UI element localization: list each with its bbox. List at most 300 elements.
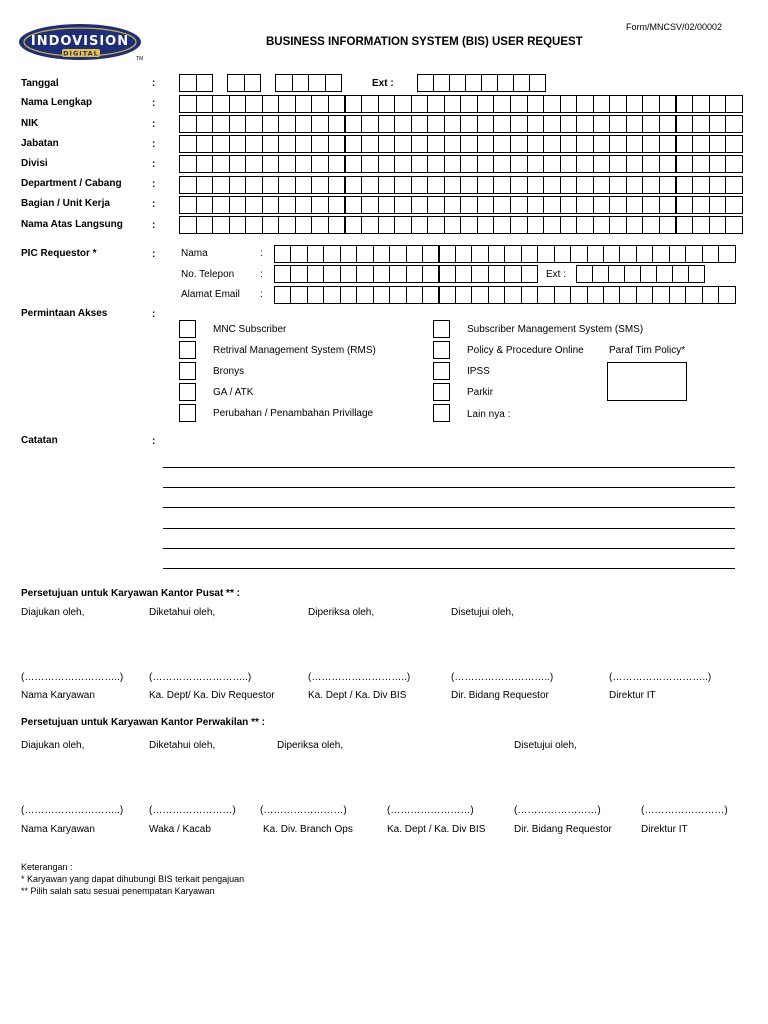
char-box[interactable]: [709, 155, 727, 173]
char-box[interactable]: [361, 95, 379, 113]
char-box[interactable]: [593, 115, 611, 133]
char-box[interactable]: [278, 115, 296, 133]
char-box[interactable]: [636, 286, 653, 304]
char-box[interactable]: [576, 115, 594, 133]
char-box[interactable]: [527, 155, 545, 173]
char-box[interactable]: [307, 265, 324, 283]
char-box[interactable]: [460, 216, 478, 234]
char-box[interactable]: [444, 176, 462, 194]
char-box[interactable]: [427, 95, 445, 113]
char-box[interactable]: [471, 245, 488, 263]
date-char-box[interactable]: [227, 74, 245, 92]
char-box[interactable]: [278, 95, 296, 113]
date-char-box[interactable]: [325, 74, 343, 92]
char-box[interactable]: [477, 135, 495, 153]
char-box[interactable]: [642, 135, 660, 153]
char-box[interactable]: [642, 216, 660, 234]
char-box[interactable]: [626, 196, 644, 214]
char-box[interactable]: [460, 135, 478, 153]
char-box[interactable]: [626, 135, 644, 153]
char-box[interactable]: [274, 265, 291, 283]
char-box[interactable]: [709, 115, 727, 133]
char-box[interactable]: [488, 245, 505, 263]
char-box[interactable]: [725, 115, 743, 133]
char-box[interactable]: [290, 245, 307, 263]
char-box[interactable]: [378, 176, 396, 194]
char-box[interactable]: [609, 155, 627, 173]
char-box[interactable]: [688, 265, 705, 283]
char-box[interactable]: [576, 135, 594, 153]
char-box[interactable]: [323, 265, 340, 283]
char-box[interactable]: [587, 245, 604, 263]
catatan-line[interactable]: [163, 548, 735, 549]
char-box[interactable]: [179, 155, 197, 173]
char-box[interactable]: [676, 115, 694, 133]
catatan-line[interactable]: [163, 568, 735, 569]
char-box[interactable]: [378, 135, 396, 153]
char-box[interactable]: [196, 176, 214, 194]
char-box[interactable]: [290, 265, 307, 283]
char-box[interactable]: [295, 155, 313, 173]
char-box[interactable]: [709, 216, 727, 234]
char-box[interactable]: [626, 155, 644, 173]
char-box[interactable]: [212, 115, 230, 133]
char-box[interactable]: [510, 196, 528, 214]
char-box[interactable]: [345, 115, 363, 133]
checkbox-parkir[interactable]: [433, 383, 450, 401]
char-box[interactable]: [576, 265, 593, 283]
char-box[interactable]: [411, 216, 429, 234]
char-box[interactable]: [295, 135, 313, 153]
char-box[interactable]: [609, 95, 627, 113]
char-box[interactable]: [725, 176, 743, 194]
char-box[interactable]: [196, 95, 214, 113]
char-box[interactable]: [640, 265, 657, 283]
char-box[interactable]: [340, 286, 357, 304]
char-box[interactable]: [229, 216, 247, 234]
ext-char-box[interactable]: [529, 74, 546, 92]
char-box[interactable]: [504, 245, 521, 263]
char-box[interactable]: [245, 135, 263, 153]
char-box[interactable]: [378, 196, 396, 214]
char-box[interactable]: [278, 135, 296, 153]
char-box[interactable]: [307, 286, 324, 304]
char-box[interactable]: [212, 176, 230, 194]
char-box[interactable]: [593, 135, 611, 153]
char-box[interactable]: [510, 95, 528, 113]
char-box[interactable]: [560, 115, 578, 133]
char-box[interactable]: [361, 176, 379, 194]
char-box[interactable]: [373, 245, 390, 263]
char-box[interactable]: [290, 286, 307, 304]
ext-char-box[interactable]: [497, 74, 514, 92]
ext-char-box[interactable]: [449, 74, 466, 92]
checkbox-sms[interactable]: [433, 320, 450, 338]
checkbox-privillage[interactable]: [179, 404, 196, 422]
char-box[interactable]: [560, 95, 578, 113]
char-box[interactable]: [685, 286, 702, 304]
char-box[interactable]: [692, 95, 710, 113]
char-box[interactable]: [477, 115, 495, 133]
char-box[interactable]: [427, 115, 445, 133]
char-box[interactable]: [373, 265, 390, 283]
checkbox-rms[interactable]: [179, 341, 196, 359]
char-box[interactable]: [196, 135, 214, 153]
char-box[interactable]: [444, 135, 462, 153]
char-box[interactable]: [493, 95, 511, 113]
char-box[interactable]: [659, 135, 677, 153]
date-char-box[interactable]: [244, 74, 262, 92]
char-box[interactable]: [659, 216, 677, 234]
char-box[interactable]: [592, 265, 609, 283]
char-box[interactable]: [245, 95, 263, 113]
char-box[interactable]: [692, 196, 710, 214]
char-box[interactable]: [609, 196, 627, 214]
char-box[interactable]: [262, 95, 280, 113]
char-box[interactable]: [444, 196, 462, 214]
char-box[interactable]: [460, 95, 478, 113]
char-box[interactable]: [411, 135, 429, 153]
char-box[interactable]: [345, 95, 363, 113]
char-box[interactable]: [245, 196, 263, 214]
char-box[interactable]: [510, 155, 528, 173]
char-box[interactable]: [477, 95, 495, 113]
char-box[interactable]: [626, 115, 644, 133]
char-box[interactable]: [394, 95, 412, 113]
checkbox-policy-procedure[interactable]: [433, 341, 450, 359]
char-box[interactable]: [427, 216, 445, 234]
char-box[interactable]: [619, 286, 636, 304]
char-box[interactable]: [345, 176, 363, 194]
char-box[interactable]: [345, 196, 363, 214]
char-box[interactable]: [676, 176, 694, 194]
char-box[interactable]: [274, 286, 291, 304]
char-box[interactable]: [460, 115, 478, 133]
char-box[interactable]: [672, 265, 689, 283]
char-box[interactable]: [676, 196, 694, 214]
char-box[interactable]: [422, 245, 439, 263]
char-box[interactable]: [378, 115, 396, 133]
char-box[interactable]: [609, 115, 627, 133]
char-box[interactable]: [411, 155, 429, 173]
char-box[interactable]: [642, 115, 660, 133]
char-box[interactable]: [394, 115, 412, 133]
char-box[interactable]: [455, 286, 472, 304]
char-box[interactable]: [554, 286, 571, 304]
char-box[interactable]: [676, 95, 694, 113]
char-box[interactable]: [196, 216, 214, 234]
char-box[interactable]: [560, 196, 578, 214]
char-box[interactable]: [570, 286, 587, 304]
char-box[interactable]: [340, 265, 357, 283]
char-box[interactable]: [560, 176, 578, 194]
char-box[interactable]: [411, 95, 429, 113]
char-box[interactable]: [262, 155, 280, 173]
char-box[interactable]: [709, 95, 727, 113]
char-box[interactable]: [311, 135, 329, 153]
char-box[interactable]: [676, 135, 694, 153]
char-box[interactable]: [196, 196, 214, 214]
char-box[interactable]: [527, 216, 545, 234]
char-box[interactable]: [493, 196, 511, 214]
char-box[interactable]: [345, 216, 363, 234]
char-box[interactable]: [725, 95, 743, 113]
char-box[interactable]: [537, 245, 554, 263]
char-box[interactable]: [311, 115, 329, 133]
char-box[interactable]: [307, 245, 324, 263]
char-box[interactable]: [593, 155, 611, 173]
char-box[interactable]: [356, 245, 373, 263]
char-box[interactable]: [692, 216, 710, 234]
char-box[interactable]: [488, 286, 505, 304]
char-box[interactable]: [460, 155, 478, 173]
char-box[interactable]: [576, 155, 594, 173]
char-box[interactable]: [477, 196, 495, 214]
char-box[interactable]: [521, 245, 538, 263]
char-box[interactable]: [521, 286, 538, 304]
char-box[interactable]: [356, 286, 373, 304]
char-box[interactable]: [642, 155, 660, 173]
char-box[interactable]: [345, 155, 363, 173]
char-box[interactable]: [576, 95, 594, 113]
char-box[interactable]: [477, 176, 495, 194]
char-box[interactable]: [587, 286, 604, 304]
char-box[interactable]: [669, 245, 686, 263]
char-box[interactable]: [576, 196, 594, 214]
char-box[interactable]: [328, 196, 346, 214]
char-box[interactable]: [504, 286, 521, 304]
char-box[interactable]: [361, 115, 379, 133]
char-box[interactable]: [702, 286, 719, 304]
char-box[interactable]: [652, 286, 669, 304]
char-box[interactable]: [460, 176, 478, 194]
char-box[interactable]: [642, 95, 660, 113]
char-box[interactable]: [659, 115, 677, 133]
char-box[interactable]: [685, 245, 702, 263]
checkbox-bronys[interactable]: [179, 362, 196, 380]
char-box[interactable]: [361, 135, 379, 153]
char-box[interactable]: [394, 155, 412, 173]
char-box[interactable]: [427, 176, 445, 194]
char-box[interactable]: [608, 265, 625, 283]
paraf-box[interactable]: [607, 362, 687, 401]
char-box[interactable]: [624, 265, 641, 283]
char-box[interactable]: [295, 115, 313, 133]
char-box[interactable]: [493, 216, 511, 234]
char-box[interactable]: [543, 115, 561, 133]
char-box[interactable]: [477, 155, 495, 173]
char-box[interactable]: [427, 196, 445, 214]
char-box[interactable]: [212, 155, 230, 173]
char-box[interactable]: [521, 265, 538, 283]
char-box[interactable]: [493, 176, 511, 194]
char-box[interactable]: [692, 115, 710, 133]
char-box[interactable]: [378, 95, 396, 113]
char-box[interactable]: [510, 216, 528, 234]
char-box[interactable]: [527, 115, 545, 133]
char-box[interactable]: [543, 95, 561, 113]
ext-char-box[interactable]: [465, 74, 482, 92]
char-box[interactable]: [709, 176, 727, 194]
char-box[interactable]: [527, 196, 545, 214]
char-box[interactable]: [229, 95, 247, 113]
char-box[interactable]: [179, 196, 197, 214]
char-box[interactable]: [373, 286, 390, 304]
char-box[interactable]: [356, 265, 373, 283]
char-box[interactable]: [245, 115, 263, 133]
char-box[interactable]: [361, 196, 379, 214]
char-box[interactable]: [262, 216, 280, 234]
char-box[interactable]: [527, 176, 545, 194]
char-box[interactable]: [229, 115, 247, 133]
char-box[interactable]: [295, 216, 313, 234]
char-box[interactable]: [444, 115, 462, 133]
char-box[interactable]: [471, 265, 488, 283]
char-box[interactable]: [295, 95, 313, 113]
char-box[interactable]: [328, 135, 346, 153]
date-char-box[interactable]: [196, 74, 214, 92]
char-box[interactable]: [603, 286, 620, 304]
char-box[interactable]: [444, 95, 462, 113]
char-box[interactable]: [488, 265, 505, 283]
ext-char-box[interactable]: [513, 74, 530, 92]
char-box[interactable]: [411, 196, 429, 214]
char-box[interactable]: [245, 155, 263, 173]
char-box[interactable]: [692, 135, 710, 153]
char-box[interactable]: [656, 265, 673, 283]
char-box[interactable]: [394, 176, 412, 194]
char-box[interactable]: [659, 176, 677, 194]
char-box[interactable]: [560, 135, 578, 153]
ext-char-box[interactable]: [417, 74, 434, 92]
catatan-line[interactable]: [163, 467, 735, 468]
char-box[interactable]: [212, 196, 230, 214]
char-box[interactable]: [444, 155, 462, 173]
date-char-box[interactable]: [308, 74, 326, 92]
char-box[interactable]: [278, 216, 296, 234]
char-box[interactable]: [323, 245, 340, 263]
char-box[interactable]: [493, 155, 511, 173]
char-box[interactable]: [439, 245, 456, 263]
char-box[interactable]: [652, 245, 669, 263]
char-box[interactable]: [340, 245, 357, 263]
char-box[interactable]: [422, 286, 439, 304]
char-box[interactable]: [659, 155, 677, 173]
char-box[interactable]: [543, 135, 561, 153]
char-box[interactable]: [328, 155, 346, 173]
char-box[interactable]: [378, 216, 396, 234]
checkbox-ga-atk[interactable]: [179, 383, 196, 401]
char-box[interactable]: [626, 176, 644, 194]
ext-char-box[interactable]: [481, 74, 498, 92]
char-box[interactable]: [328, 176, 346, 194]
char-box[interactable]: [626, 95, 644, 113]
char-box[interactable]: [245, 176, 263, 194]
char-box[interactable]: [692, 176, 710, 194]
ext-char-box[interactable]: [433, 74, 450, 92]
char-box[interactable]: [626, 216, 644, 234]
char-box[interactable]: [725, 135, 743, 153]
char-box[interactable]: [295, 176, 313, 194]
date-char-box[interactable]: [275, 74, 293, 92]
char-box[interactable]: [328, 216, 346, 234]
char-box[interactable]: [537, 286, 554, 304]
char-box[interactable]: [527, 95, 545, 113]
char-box[interactable]: [554, 245, 571, 263]
char-box[interactable]: [527, 135, 545, 153]
char-box[interactable]: [543, 216, 561, 234]
char-box[interactable]: [411, 176, 429, 194]
char-box[interactable]: [692, 155, 710, 173]
char-box[interactable]: [245, 216, 263, 234]
char-box[interactable]: [493, 115, 511, 133]
char-box[interactable]: [460, 196, 478, 214]
char-box[interactable]: [510, 176, 528, 194]
char-box[interactable]: [328, 115, 346, 133]
char-box[interactable]: [311, 196, 329, 214]
char-box[interactable]: [471, 286, 488, 304]
char-box[interactable]: [619, 245, 636, 263]
char-box[interactable]: [179, 216, 197, 234]
char-box[interactable]: [543, 176, 561, 194]
char-box[interactable]: [560, 155, 578, 173]
char-box[interactable]: [378, 155, 396, 173]
char-box[interactable]: [179, 95, 197, 113]
catatan-line[interactable]: [163, 507, 735, 508]
char-box[interactable]: [389, 265, 406, 283]
char-box[interactable]: [345, 135, 363, 153]
char-box[interactable]: [394, 196, 412, 214]
char-box[interactable]: [455, 265, 472, 283]
char-box[interactable]: [543, 155, 561, 173]
char-box[interactable]: [676, 155, 694, 173]
char-box[interactable]: [406, 265, 423, 283]
char-box[interactable]: [394, 135, 412, 153]
char-box[interactable]: [394, 216, 412, 234]
char-box[interactable]: [229, 176, 247, 194]
char-box[interactable]: [609, 216, 627, 234]
char-box[interactable]: [212, 135, 230, 153]
char-box[interactable]: [229, 135, 247, 153]
char-box[interactable]: [439, 286, 456, 304]
char-box[interactable]: [295, 196, 313, 214]
char-box[interactable]: [262, 176, 280, 194]
char-box[interactable]: [477, 216, 495, 234]
char-box[interactable]: [543, 196, 561, 214]
char-box[interactable]: [262, 196, 280, 214]
char-box[interactable]: [659, 196, 677, 214]
char-box[interactable]: [311, 216, 329, 234]
char-box[interactable]: [718, 245, 735, 263]
char-box[interactable]: [311, 176, 329, 194]
char-box[interactable]: [676, 216, 694, 234]
char-box[interactable]: [406, 286, 423, 304]
char-box[interactable]: [593, 196, 611, 214]
char-box[interactable]: [669, 286, 686, 304]
char-box[interactable]: [510, 135, 528, 153]
char-box[interactable]: [311, 155, 329, 173]
char-box[interactable]: [427, 135, 445, 153]
char-box[interactable]: [439, 265, 456, 283]
char-box[interactable]: [493, 135, 511, 153]
char-box[interactable]: [709, 196, 727, 214]
char-box[interactable]: [510, 115, 528, 133]
char-box[interactable]: [560, 216, 578, 234]
char-box[interactable]: [593, 176, 611, 194]
char-box[interactable]: [406, 245, 423, 263]
checkbox-ipss[interactable]: [433, 362, 450, 380]
char-box[interactable]: [609, 135, 627, 153]
